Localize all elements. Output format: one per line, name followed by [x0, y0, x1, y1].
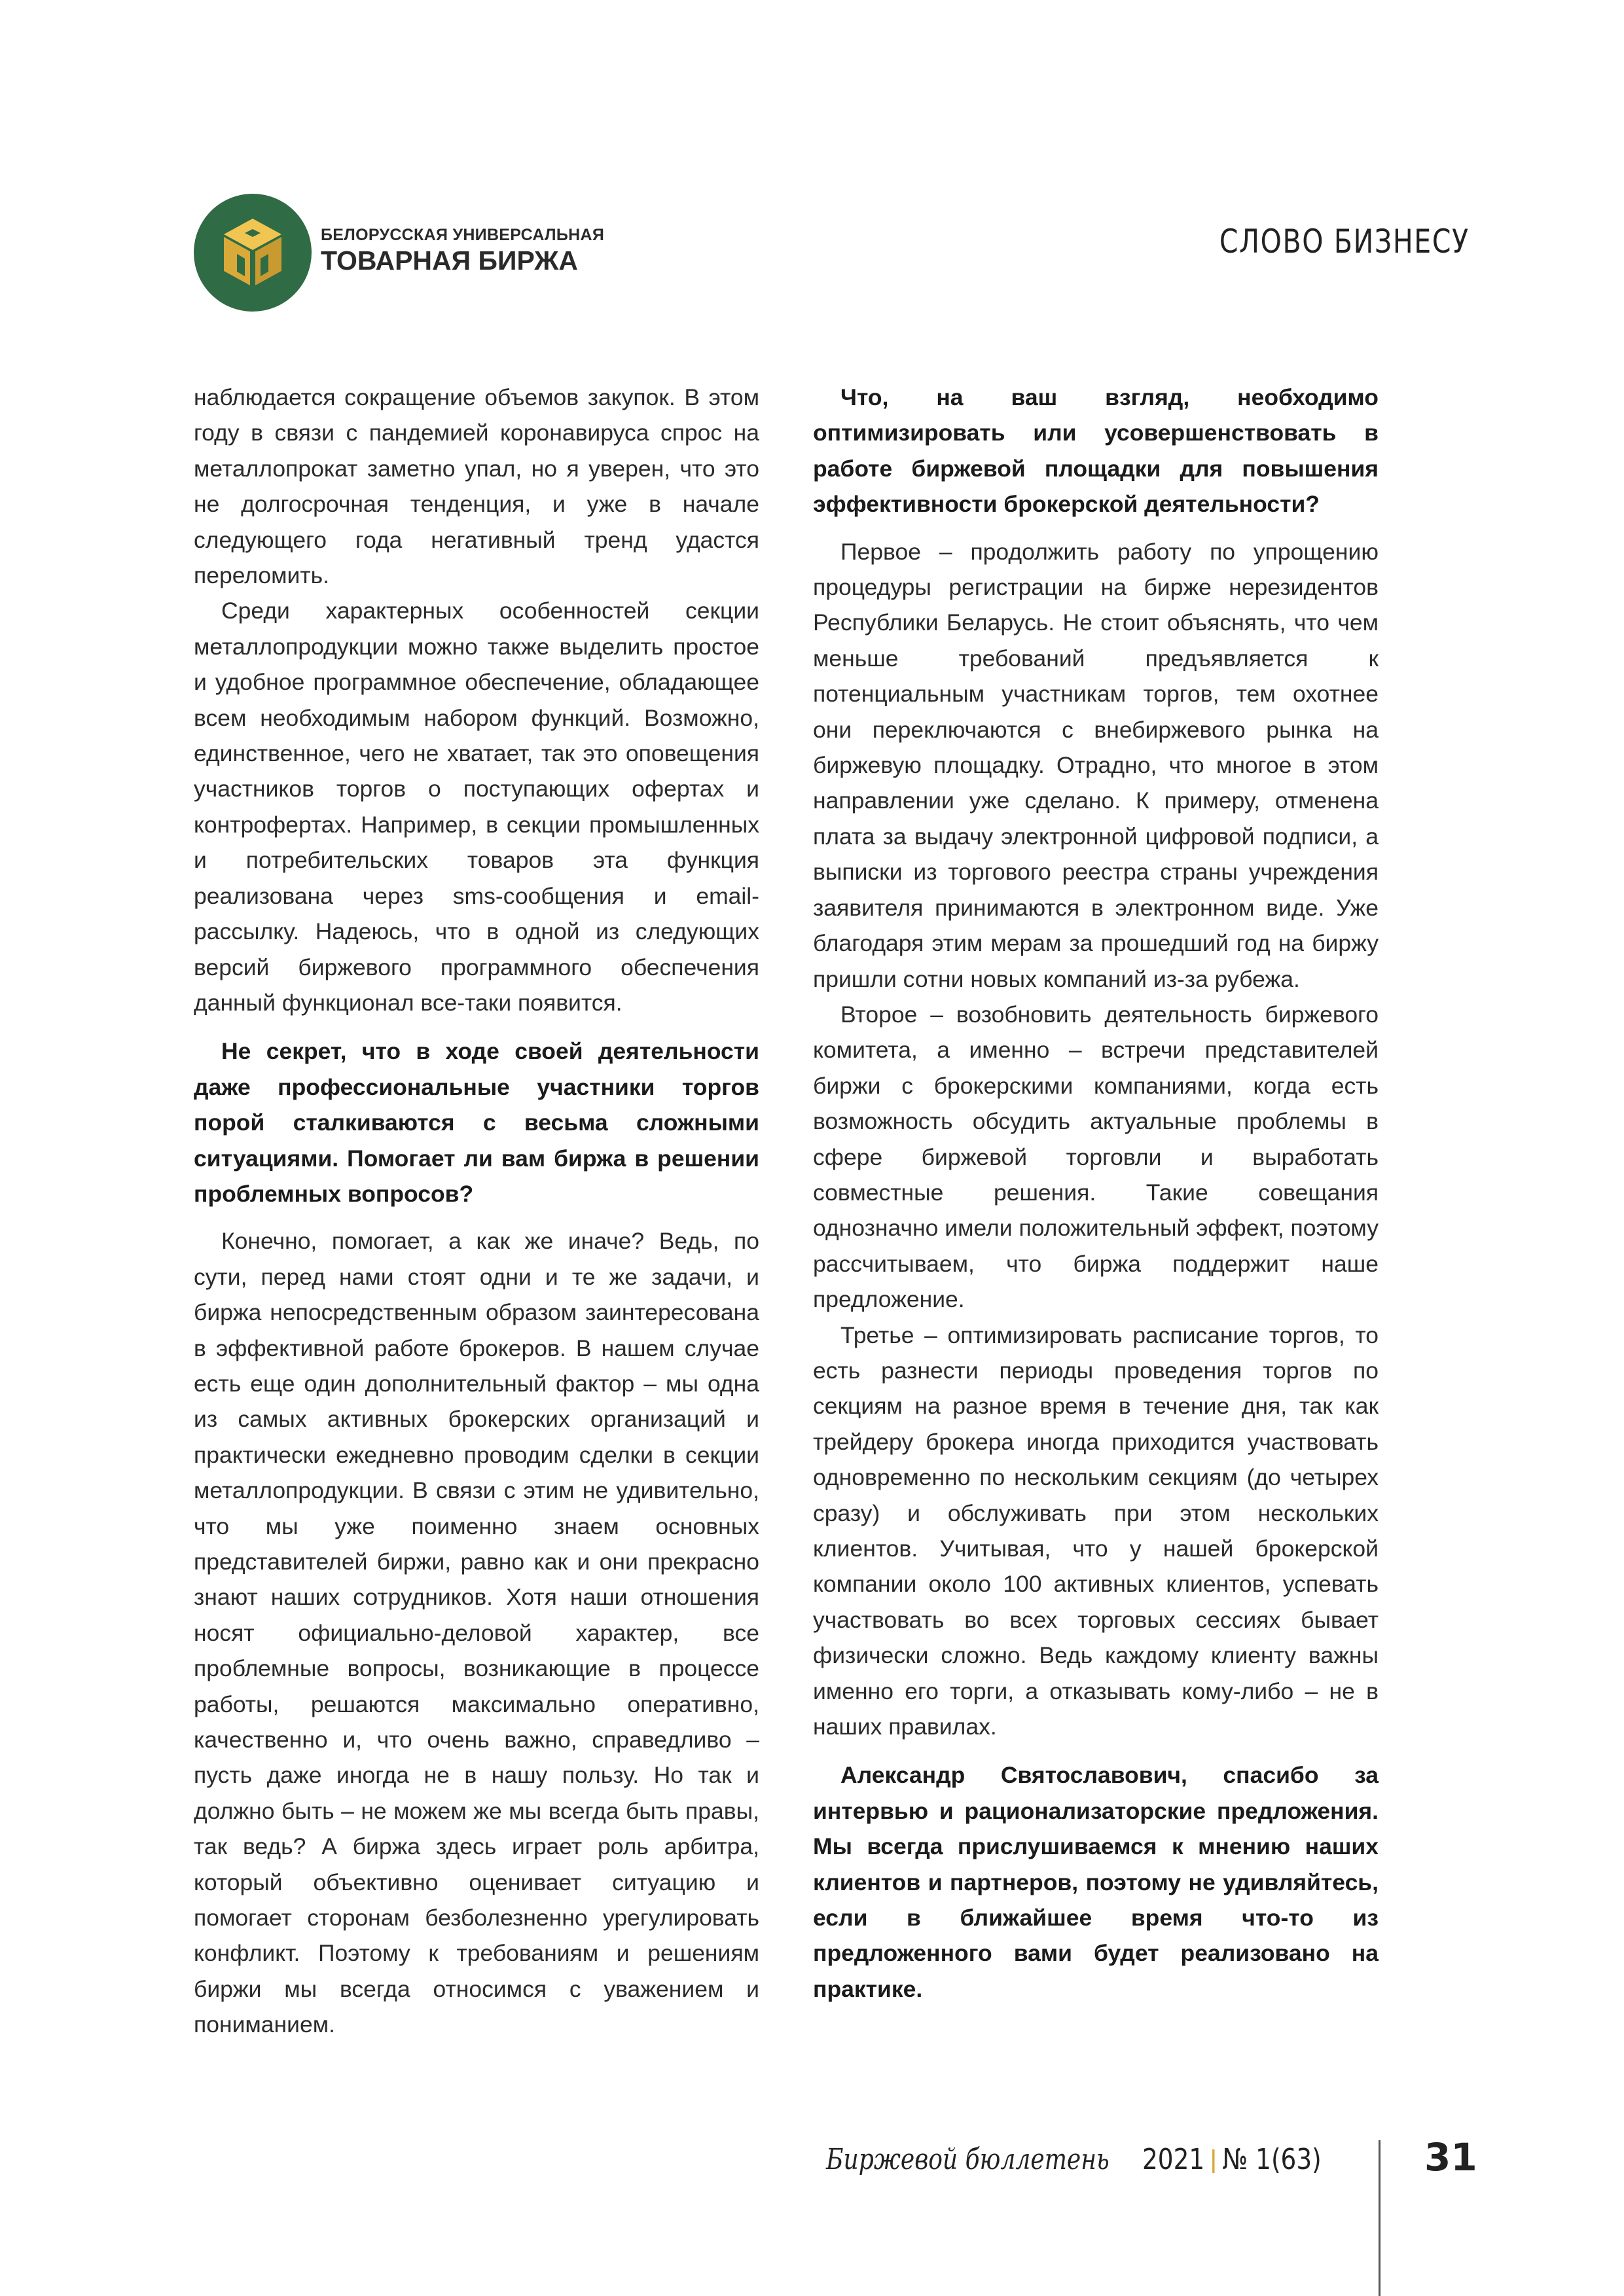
interview-question: Что, на ваш взгляд, необходимо оптимизировать или усовершенствовать в работе биржевой площадки для повышения эффективности брокерской деятельности?: [813, 384, 1379, 518]
footer-divider: [1379, 2140, 1380, 2296]
section-title: СЛОВО БИЗНЕСУ: [1219, 223, 1470, 260]
issue-number: № 1(63): [1222, 2143, 1322, 2176]
paragraph: Среди характерных особенностей секции металлопродукции можно также выделить простое и удобное программное обеспечение, обладающее всем необходимым набором функций. Возможно, единственное, чего не хватает, так это оповещения участников торгов о поступающих офертах и контрофертах. Например, в секции промышленных и потребительских товаров эта функция реализована через sms-сообщения и email-рассылку. Надеюсь, что в одной из следующих версий биржевого программного обеспечения данный функционал все-таки появится.: [194, 598, 759, 1016]
issue-info: [1142, 2143, 1322, 2176]
paragraph: наблюдается сокращение объемов закупок. В этом году в связи с пандемией коронавируса спрос на металлопрокат заметно упал, но я уверен, что это не долгосрочная тенденция, и уже в начале следующего года негативный тренд удастся переломить.: [194, 384, 759, 589]
paragraph: Второе – возобновить деятельность биржевого комитета, а именно – встречи представителей биржи с брокерскими компаниями, когда есть возможность обсудить актуальные проблемы в сфере биржевой торговли и выработать совместные решения. Такие совещания однозначно имели положительный эффект, поэтому рассчитываем, что биржа поддержит наше предложение.: [813, 1001, 1379, 1313]
issue-year: 2021: [1142, 2143, 1205, 2176]
publication-title: Биржевой бюллетень: [826, 2143, 1110, 2176]
paragraph: Конечно, помогает, а как же иначе? Ведь, по сути, перед нами стоят одни и те же задачи, и биржа непосредственным образом заинтересована в эффективной работе брокеров. В нашем случае есть еще один дополнительный фактор – мы одна из самых активных брокерских организаций и практически ежедневно проводим сделки в секции металлопродукции. В связи с этим не удивительно, что мы уже поименно знаем основных представителей биржи, равно как и они прекрасно знают наших сотрудников. Хотя наши отношения носят официально-деловой характер, все проблемные вопросы, возникающие в процессе работы, решаются максимально оперативно, качественно и, что очень важно, справедливо – пусть даже иногда не в нашу пользу. Но так и должно быть – не можем же мы всегда быть правы, так ведь? А биржа здесь играет роль арбитра, который объективно оценивает ситуацию и помогает сторонам безболезненно урегулировать конфликт. Поэтому к требованиям и решениям биржи мы всегда относимся с уважением и пониманием.: [194, 1228, 759, 2038]
interview-question: Не секрет, что в ходе своей деятельности даже профессиональные участники торгов порой сталкиваются с весьма сложными ситуациями. Помогает ли вам биржа в решении проблемных вопросов?: [194, 1038, 759, 1207]
left-column: [194, 380, 759, 2043]
org-name-line1: БЕЛОРУССКАЯ УНИВЕРСАЛЬНАЯ: [321, 226, 605, 244]
cube-logo-icon: [194, 194, 312, 312]
page-number: 31: [1424, 2135, 1477, 2179]
paragraph: Третье – оптимизировать расписание торгов, то есть разнести периоды проведения торгов по секциям на разное время в течение дня, так как трейдеру брокера иногда приходится участвовать одновременно по нескольким секциям (до четырех сразу) и обслуживать при этом нескольких клиентов. Учитывая, что у нашей брокерской компании около 100 активных клиентов, успевать участвовать во всех торговых сессиях бывает физически сложно. Ведь каждому клиенту важны именно его торги, а отказывать кому-либо – не в наших правилах.: [813, 1321, 1379, 1740]
paragraph: Первое – продолжить работу по упрощению процедуры регистрации на бирже нерезидентов Республики Беларусь. Не стоит объяснять, что чем меньше требований предъявляется к потенциальным участникам торгов, тем охотнее они переключаются с внебиржевого рынка на биржевую площадку. Отрадно, что многое в этом направлении уже сделано. К примеру, отменена плата за выдачу электронной цифровой подписи, а выписки из торгового реестра страны учреждения заявителя принимаются в электронном виде. Уже благодаря этим мерам за прошедший год на биржу пришли сотни новых компаний из-за рубежа.: [813, 538, 1379, 992]
org-name-line2: ТОВАРНАЯ БИРЖА: [321, 245, 578, 276]
exchange-logo: [194, 194, 312, 312]
organization-name: [321, 224, 604, 276]
right-column: [813, 380, 1379, 2018]
interview-closing: Александр Святославович, спасибо за интервью и рационализаторские предложения. Мы всегда прислушиваемся к мнению наших клиентов и партнеров, поэтому не удивляйтесь, если в ближайшее время что-то из предложенного вами будет реализовано на практике.: [813, 1762, 1379, 2002]
separator: [1212, 2149, 1214, 2173]
